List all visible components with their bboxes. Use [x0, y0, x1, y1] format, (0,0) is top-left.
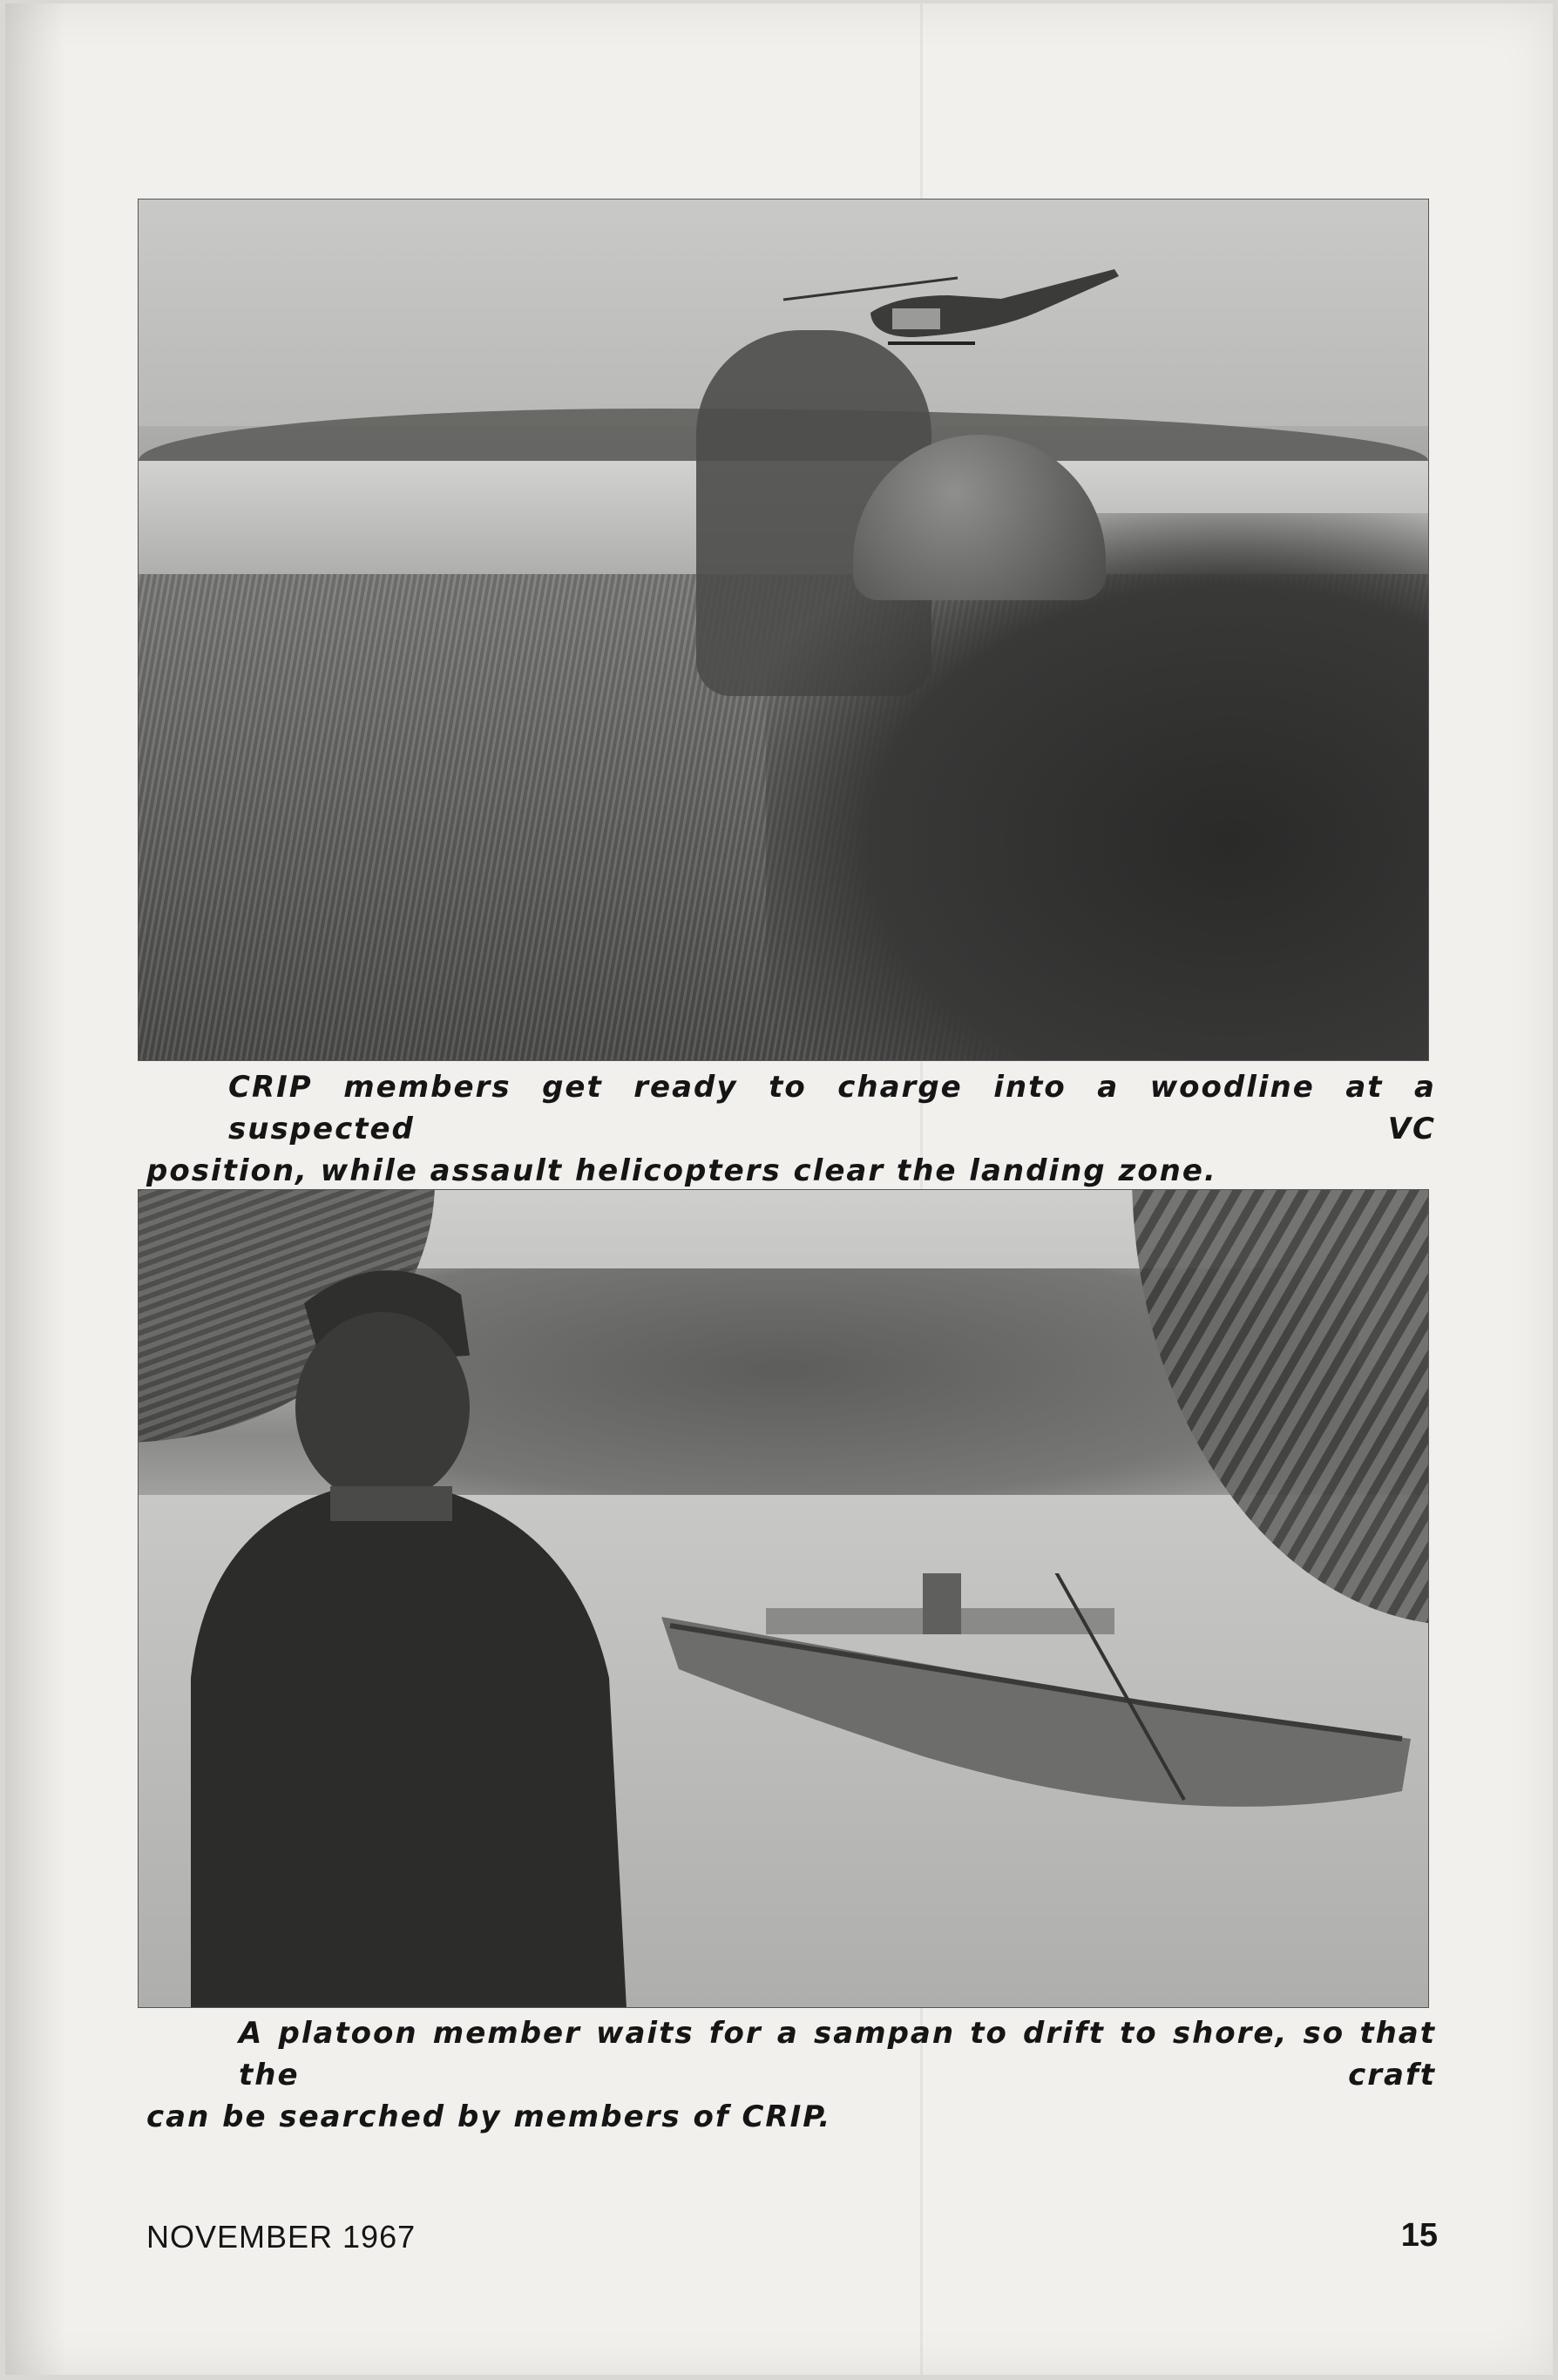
photo2-caption [146, 2012, 1436, 2138]
photo-helicopter-assault [138, 199, 1429, 1061]
page-number: 15 [1400, 2217, 1438, 2254]
photo1-caption-line1: CRIP members get ready to charge into a woodline at a suspected VC [228, 1070, 1436, 1146]
magazine-page [5, 3, 1553, 2375]
soldier-waiting-graphic [156, 1225, 661, 2008]
photo2-caption-line2: can be searched by members of CRIP. [146, 2099, 832, 2134]
page-fold-shadow [5, 3, 66, 2375]
photo1-caption [146, 1066, 1436, 1192]
photo2-caption-line1: A platoon member waits for a sampan to drift to shore, so that the craft [239, 2016, 1436, 2093]
issue-date: NOVEMBER 1967 [146, 2219, 417, 2255]
photo-sampan-search [138, 1189, 1429, 2008]
photo1-caption-line2: position, while assault helicopters clear the landing zone. [146, 1153, 1217, 1188]
sampan-graphic [661, 1573, 1411, 1861]
